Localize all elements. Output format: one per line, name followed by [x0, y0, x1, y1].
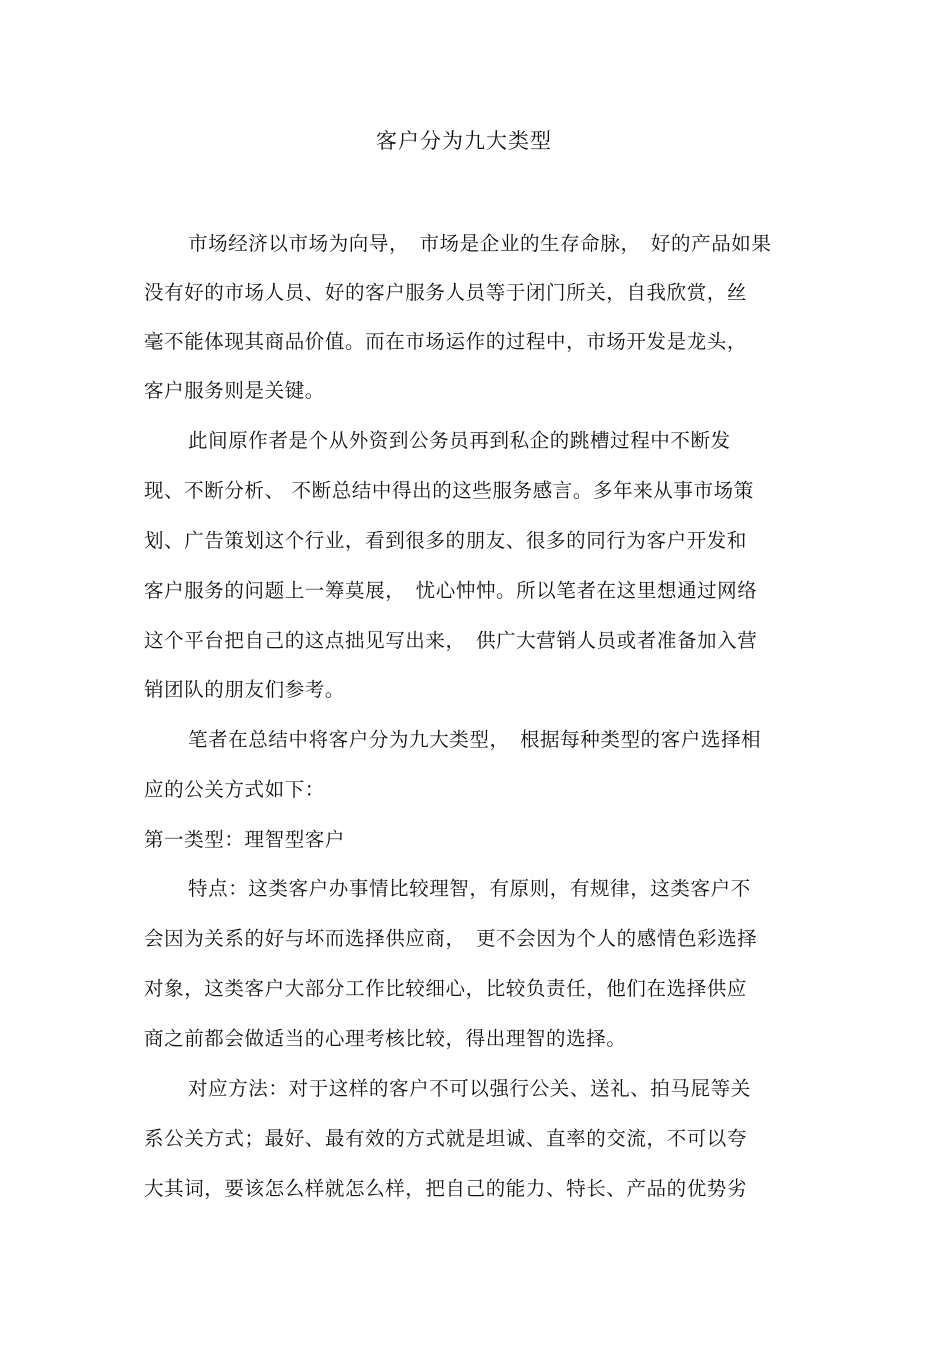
paragraph-2-line-4: 客户服务的问题上一筹莫展， 忧心忡忡。所以笔者在这里想通过网络	[144, 579, 758, 602]
paragraph-2-line-6: 销团队的朋友们参考。	[144, 678, 346, 701]
paragraph-3-line-2: 应的公关方式如下：	[144, 778, 325, 801]
paragraph-2-line-1: 此间原作者是个从外资到公务员再到私企的跳槽过程中不断发	[188, 429, 731, 452]
section-heading-type-1: 第一类型：理智型客户	[144, 828, 346, 851]
paragraph-4-line-3: 对象，这类客户大部分工作比较细心，比较负责任，他们在选择供应	[144, 977, 748, 1000]
paragraph-4-line-4: 商之前都会做适当的心理考核比较，得出理智的选择。	[144, 1027, 627, 1050]
paragraph-2-line-2: 现、不断分析、 不断总结中得出的这些服务感言。多年来从事市场策	[144, 479, 754, 502]
paragraph-2-line-5: 这个平台把自己的这点拙见写出来， 供广大营销人员或者准备加入营	[144, 629, 758, 652]
paragraph-1-line-3: 毫不能体现其商品价值。而在市场运作的过程中，市场开发是龙头，	[144, 330, 748, 353]
paragraph-5-line-2: 系公关方式；最好、最有效的方式就是坦诚、直率的交流，不可以夸	[144, 1127, 748, 1150]
paragraph-1-line-1: 市场经济以市场为向导， 市场是企业的生存命脉， 好的产品如果	[188, 232, 772, 255]
paragraph-5-line-1: 对应方法：对于这样的客户不可以强行公关、送礼、拍马屁等关	[188, 1077, 751, 1100]
paragraph-4-line-2: 会因为关系的好与坏而选择供应商， 更不会因为个人的感情色彩选择	[144, 927, 758, 950]
paragraph-3-line-1: 笔者在总结中将客户分为九大类型， 根据每种类型的客户选择相	[188, 728, 762, 751]
paragraph-1-line-4: 客户服务则是关键。	[144, 379, 325, 402]
paragraph-2-line-3: 划、广告策划这个行业，看到很多的朋友、很多的同行为客户开发和	[144, 529, 748, 552]
paragraph-5-line-3: 大其词，要该怎么样就怎么样，把自己的能力、特长、产品的优势劣	[144, 1177, 748, 1200]
paragraph-1-line-2: 没有好的市场人员、好的客户服务人员等于闭门所关，自我欣赏，丝	[144, 281, 748, 304]
paragraph-4-line-1: 特点：这类客户办事情比较理智，有原则，有规律，这类客户不	[188, 877, 751, 900]
document-title: 客户分为九大类型	[376, 129, 552, 153]
